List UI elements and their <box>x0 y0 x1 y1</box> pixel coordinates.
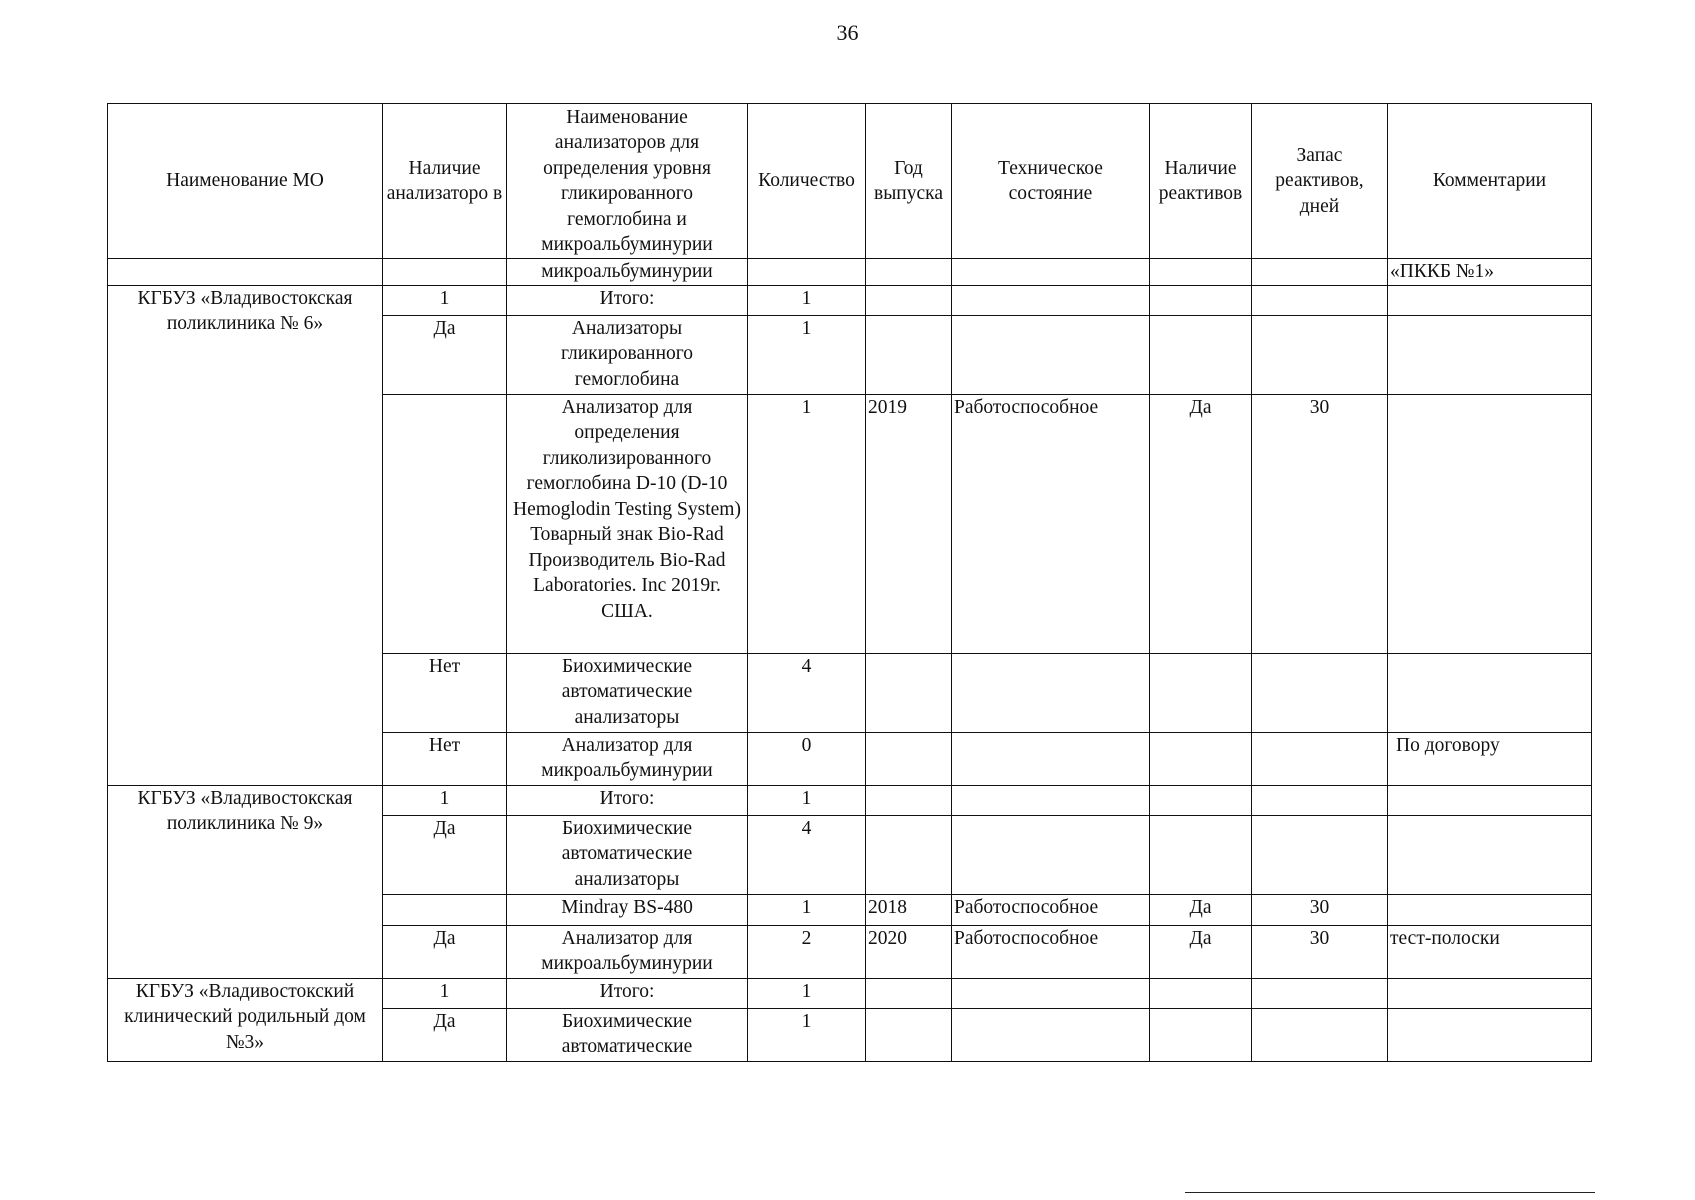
cell-availability: Нет <box>383 653 507 732</box>
cell-comment <box>1388 285 1592 315</box>
footer-divider <box>1185 1192 1595 1193</box>
table-row <box>108 259 1592 286</box>
cell-year <box>866 732 952 785</box>
cell-comment <box>1388 894 1592 925</box>
cell-reagents <box>1150 653 1252 732</box>
cell-quantity: 4 <box>748 653 866 732</box>
cell-reagent-stock <box>1252 285 1388 315</box>
cell-reagents <box>1150 285 1252 315</box>
cell-availability <box>383 394 507 653</box>
cell-reagent-stock <box>1252 978 1388 1008</box>
cell-availability: Да <box>383 925 507 978</box>
cell-analyzer-name: Анализатор для определения гликолизированного гемоглобина D-10 (D-10 Hemoglodin Testing System) Товарный знак Bio-Rad Производитель Bio-Rad Laboratories. Inc 2019г. США. <box>507 394 748 653</box>
cell-quantity: 4 <box>748 815 866 894</box>
cell-analyzer-name: Анализатор для микроальбуминурии <box>507 925 748 978</box>
header-comments: Комментарии <box>1388 104 1592 259</box>
cell-reagents: Да <box>1150 894 1252 925</box>
cell-tech-state: Работоспособное <box>952 894 1150 925</box>
cell-comment <box>1388 394 1592 653</box>
cell-reagent-stock: 30 <box>1252 925 1388 978</box>
cell-reagent-stock <box>1252 315 1388 394</box>
cell-analyzer-name: Итого: <box>507 978 748 1008</box>
equipment-table <box>107 103 1592 1062</box>
table-row <box>108 978 1592 1008</box>
cell-reagent-stock <box>1252 732 1388 785</box>
cell-quantity: 0 <box>748 732 866 785</box>
cell-comment <box>1388 978 1592 1008</box>
cell-mo-name: КГБУЗ «Владивостокская поликлиника № 6» <box>108 285 383 785</box>
cell-year <box>866 315 952 394</box>
cell-reagents <box>1150 815 1252 894</box>
cell-analyzer-name: Биохимические автоматические <box>507 1008 748 1061</box>
cell-quantity: 1 <box>748 978 866 1008</box>
cell-tech-state: Работоспособное <box>952 394 1150 653</box>
header-analyzer-name: Наименование анализаторов для определения уровня гликированного гемоглобина и микроальбуминурии <box>507 104 748 259</box>
table-row <box>108 785 1592 815</box>
header-row <box>108 104 1592 259</box>
cell-analyzer-name: Итого: <box>507 785 748 815</box>
cell-tech-state <box>952 815 1150 894</box>
cell-tech-state <box>952 978 1150 1008</box>
cell-quantity: 1 <box>748 394 866 653</box>
cell-analyzer-name: Биохимические автоматические анализаторы <box>507 815 748 894</box>
cell-quantity: 1 <box>748 894 866 925</box>
cell-tech-state <box>952 732 1150 785</box>
header-reagent-stock: Запас реактивов, дней <box>1252 104 1388 259</box>
cell-reagents <box>1150 1008 1252 1061</box>
cell-reagents <box>1150 315 1252 394</box>
cell-tech-state <box>952 285 1150 315</box>
cell-year <box>866 285 952 315</box>
header-reagents: Наличие реактивов <box>1150 104 1252 259</box>
cell-reagent-stock: 30 <box>1252 394 1388 653</box>
cell-analyzer-name: Анализатор для микроальбуминурии <box>507 732 748 785</box>
cell-reagent-stock <box>1252 815 1388 894</box>
cell-reagent-stock: 30 <box>1252 894 1388 925</box>
cell-comment <box>1388 315 1592 394</box>
cell-availability: 1 <box>383 285 507 315</box>
header-mo-name: Наименование МО <box>108 104 383 259</box>
cell-availability: 1 <box>383 785 507 815</box>
cell-reagent-stock <box>1252 1008 1388 1061</box>
cell-analyzer-name: Анализаторы гликированного гемоглобина <box>507 315 748 394</box>
cell-quantity: 1 <box>748 1008 866 1061</box>
cell-availability: 1 <box>383 978 507 1008</box>
cell-availability: Нет <box>383 732 507 785</box>
cell-reagent-stock <box>1252 653 1388 732</box>
cell-quantity: 1 <box>748 785 866 815</box>
cell-tech-state <box>952 1008 1150 1061</box>
header-year: Год выпуска <box>866 104 952 259</box>
cell-year: 2019 <box>866 394 952 653</box>
cell-comment: «ПККБ №1» <box>1388 259 1592 286</box>
cell-availability <box>383 894 507 925</box>
cell-reagents: Да <box>1150 394 1252 653</box>
cell-availability: Да <box>383 315 507 394</box>
cell-year <box>866 815 952 894</box>
header-tech-state: Техническое состояние <box>952 104 1150 259</box>
cell-availability: Да <box>383 815 507 894</box>
cell-comment <box>1388 815 1592 894</box>
cell-mo-name: КГБУЗ «Владивостокская поликлиника № 9» <box>108 785 383 978</box>
cell-reagents <box>1150 732 1252 785</box>
cell-comment: По договору <box>1388 732 1592 785</box>
cell-comment <box>1388 1008 1592 1061</box>
cell-year: 2020 <box>866 925 952 978</box>
page-number: 36 <box>836 20 859 45</box>
cell-comment: тест-полоски <box>1388 925 1592 978</box>
cell-tech-state <box>952 653 1150 732</box>
cell-mo-name: КГБУЗ «Владивостокский клинический родильный дом №3» <box>108 978 383 1061</box>
cell-reagent-stock <box>1252 785 1388 815</box>
cell-year <box>866 1008 952 1061</box>
cell-tech-state <box>952 315 1150 394</box>
cell-analyzer-name: Итого: <box>507 285 748 315</box>
cell-quantity: 1 <box>748 315 866 394</box>
cell-year: 2018 <box>866 894 952 925</box>
cell-reagents <box>1150 978 1252 1008</box>
cell-year <box>866 785 952 815</box>
table-row <box>108 285 1592 315</box>
cell-analyzer-name: Mindray BS-480 <box>507 894 748 925</box>
cell-analyzer-name: микроальбуминурии <box>507 259 748 286</box>
header-availability: Наличие анализаторо в <box>383 104 507 259</box>
cell-quantity: 2 <box>748 925 866 978</box>
cell-reagents <box>1150 785 1252 815</box>
cell-analyzer-name: Биохимические автоматические анализаторы <box>507 653 748 732</box>
cell-quantity: 1 <box>748 285 866 315</box>
cell-year <box>866 653 952 732</box>
cell-comment <box>1388 785 1592 815</box>
cell-year <box>866 978 952 1008</box>
header-quantity: Количество <box>748 104 866 259</box>
cell-tech-state <box>952 785 1150 815</box>
cell-availability: Да <box>383 1008 507 1061</box>
cell-tech-state: Работоспособное <box>952 925 1150 978</box>
cell-reagents: Да <box>1150 925 1252 978</box>
cell-comment <box>1388 653 1592 732</box>
